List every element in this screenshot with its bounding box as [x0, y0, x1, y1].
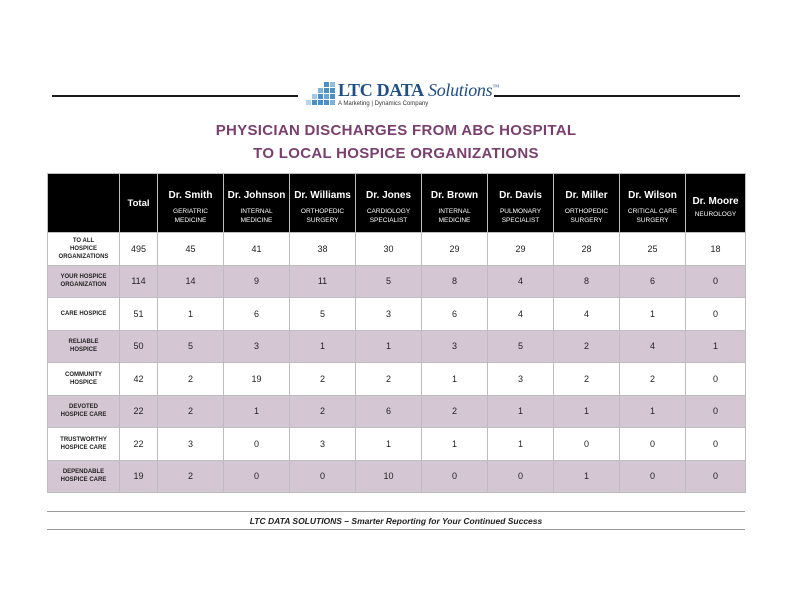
- physician-header: [356, 174, 422, 233]
- value-cell: 4: [620, 330, 686, 363]
- value-cell: 5: [290, 298, 356, 331]
- value-cell: 0: [422, 460, 488, 493]
- row-label: TO ALL HOSPICE ORGANIZATIONS: [48, 233, 120, 266]
- value-cell: 1: [224, 395, 290, 428]
- value-cell: 2: [290, 395, 356, 428]
- physician-specialty: PULMONARY SPECIALIST: [499, 207, 542, 224]
- value-cell: 3: [356, 298, 422, 331]
- value-cell: 0: [488, 460, 554, 493]
- value-cell: 5: [356, 265, 422, 298]
- value-cell: 28: [554, 233, 620, 266]
- total-cell: 114: [120, 265, 158, 298]
- footer-tagline: LTC DATA SOLUTIONS – Smarter Reporting for Your Continued Success: [249, 516, 543, 526]
- value-cell: 25: [620, 233, 686, 266]
- value-cell: 1: [686, 330, 746, 363]
- value-cell: 0: [686, 428, 746, 461]
- value-cell: 5: [158, 330, 224, 363]
- table-row: [48, 330, 746, 363]
- value-cell: 2: [356, 363, 422, 396]
- value-cell: 10: [356, 460, 422, 493]
- value-cell: 0: [620, 428, 686, 461]
- physician-specialty: CARDIOLOGY SPECIALIST: [366, 207, 411, 224]
- value-cell: 5: [488, 330, 554, 363]
- value-cell: 6: [356, 395, 422, 428]
- value-cell: 2: [620, 363, 686, 396]
- value-cell: 1: [488, 395, 554, 428]
- physician-header: [224, 174, 290, 233]
- table-row: [48, 395, 746, 428]
- total-cell: 50: [120, 330, 158, 363]
- value-cell: 45: [158, 233, 224, 266]
- row-label: COMMUNITY HOSPICE: [48, 363, 120, 396]
- value-cell: 1: [554, 395, 620, 428]
- table-row: [48, 460, 746, 493]
- value-cell: 8: [422, 265, 488, 298]
- table-row: [48, 233, 746, 266]
- value-cell: 1: [356, 428, 422, 461]
- value-cell: 0: [554, 428, 620, 461]
- value-cell: 3: [224, 330, 290, 363]
- value-cell: 18: [686, 233, 746, 266]
- value-cell: 3: [290, 428, 356, 461]
- value-cell: 3: [158, 428, 224, 461]
- total-cell: 51: [120, 298, 158, 331]
- value-cell: 2: [158, 395, 224, 428]
- value-cell: 1: [488, 428, 554, 461]
- logo-wordmark: LTC DATA Solutions™: [338, 80, 499, 100]
- physician-specialty: CRITICAL CARE SURGERY: [627, 207, 678, 224]
- physician-header: [488, 174, 554, 233]
- table-row: [48, 265, 746, 298]
- row-label: DEPENDABLE HOSPICE CARE: [48, 460, 120, 493]
- value-cell: 0: [224, 460, 290, 493]
- corner-header-cell: [48, 174, 120, 233]
- value-cell: 0: [686, 395, 746, 428]
- value-cell: 4: [554, 298, 620, 331]
- header-rule-left: [52, 95, 298, 97]
- total-cell: 22: [120, 395, 158, 428]
- page-title-line-2: TO LOCAL HOSPICE ORGANIZATIONS: [253, 145, 539, 162]
- physician-name: Dr. Johnson: [227, 189, 286, 201]
- value-cell: 0: [686, 460, 746, 493]
- value-cell: 4: [488, 265, 554, 298]
- value-cell: 2: [422, 395, 488, 428]
- physician-header: [620, 174, 686, 233]
- total-column-header: Total: [120, 174, 158, 233]
- physician-name: Dr. Wilson: [628, 189, 677, 201]
- value-cell: 2: [554, 330, 620, 363]
- table-row: [48, 363, 746, 396]
- discharges-table: [47, 173, 746, 493]
- value-cell: 3: [488, 363, 554, 396]
- value-cell: 0: [686, 298, 746, 331]
- value-cell: 1: [422, 428, 488, 461]
- total-cell: 42: [120, 363, 158, 396]
- total-cell: 495: [120, 233, 158, 266]
- physician-name: Dr. Brown: [430, 189, 479, 201]
- value-cell: 2: [554, 363, 620, 396]
- physician-name: Dr. Smith: [168, 189, 213, 201]
- footer-rule-top: [47, 511, 745, 512]
- physician-header: [290, 174, 356, 233]
- value-cell: 1: [158, 298, 224, 331]
- value-cell: 30: [356, 233, 422, 266]
- physician-name: Dr. Davis: [499, 189, 542, 201]
- total-cell: 19: [120, 460, 158, 493]
- physician-name: Dr. Jones: [365, 189, 412, 201]
- value-cell: 1: [620, 395, 686, 428]
- physician-header: [422, 174, 488, 233]
- value-cell: 38: [290, 233, 356, 266]
- table-row: [48, 298, 746, 331]
- row-label: TRUSTWORTHY HOSPICE CARE: [48, 428, 120, 461]
- value-cell: 1: [422, 363, 488, 396]
- value-cell: 1: [554, 460, 620, 493]
- table-row: [48, 428, 746, 461]
- value-cell: 2: [158, 460, 224, 493]
- row-label: YOUR HOSPICE ORGANIZATION: [48, 265, 120, 298]
- value-cell: 0: [224, 428, 290, 461]
- value-cell: 6: [422, 298, 488, 331]
- value-cell: 0: [686, 363, 746, 396]
- pixel-grid-logo-icon: [304, 82, 336, 106]
- value-cell: 19: [224, 363, 290, 396]
- physician-name: Dr. Moore: [692, 195, 739, 207]
- value-cell: 6: [620, 265, 686, 298]
- physician-specialty: GERIATRIC MEDICINE: [173, 207, 208, 224]
- physician-specialty: NEUROLOGY: [694, 210, 737, 218]
- row-label: RELIABLE HOSPICE: [48, 330, 120, 363]
- value-cell: 29: [488, 233, 554, 266]
- value-cell: 29: [422, 233, 488, 266]
- value-cell: 0: [620, 460, 686, 493]
- header-rule-right: [494, 95, 740, 97]
- value-cell: 14: [158, 265, 224, 298]
- physician-specialty: INTERNAL MEDICINE: [240, 207, 273, 224]
- physician-specialty: INTERNAL MEDICINE: [438, 207, 471, 224]
- value-cell: 0: [290, 460, 356, 493]
- value-cell: 0: [686, 265, 746, 298]
- physician-header: [158, 174, 224, 233]
- table-header-row: [48, 174, 746, 233]
- value-cell: 3: [422, 330, 488, 363]
- value-cell: 8: [554, 265, 620, 298]
- total-cell: 22: [120, 428, 158, 461]
- footer-rule-bottom: [47, 529, 745, 530]
- value-cell: 1: [620, 298, 686, 331]
- value-cell: 1: [290, 330, 356, 363]
- physician-name: Dr. Miller: [565, 189, 608, 201]
- physician-specialty: ORTHOPEDIC SURGERY: [300, 207, 345, 224]
- value-cell: 2: [158, 363, 224, 396]
- logo-tagline: A Marketing | Dynamics Company: [338, 101, 429, 107]
- value-cell: 4: [488, 298, 554, 331]
- physician-header: [554, 174, 620, 233]
- row-label: DEVOTED HOSPICE CARE: [48, 395, 120, 428]
- company-logo: [302, 80, 499, 112]
- value-cell: 2: [290, 363, 356, 396]
- page-title-line-1: PHYSICIAN DISCHARGES FROM ABC HOSPITAL: [215, 122, 577, 139]
- row-label: CARE HOSPICE: [48, 298, 120, 331]
- value-cell: 9: [224, 265, 290, 298]
- value-cell: 11: [290, 265, 356, 298]
- value-cell: 6: [224, 298, 290, 331]
- value-cell: 41: [224, 233, 290, 266]
- physician-name: Dr. Williams: [294, 189, 351, 201]
- physician-header: [686, 174, 746, 233]
- value-cell: 1: [356, 330, 422, 363]
- physician-specialty: ORTHOPEDIC SURGERY: [564, 207, 609, 224]
